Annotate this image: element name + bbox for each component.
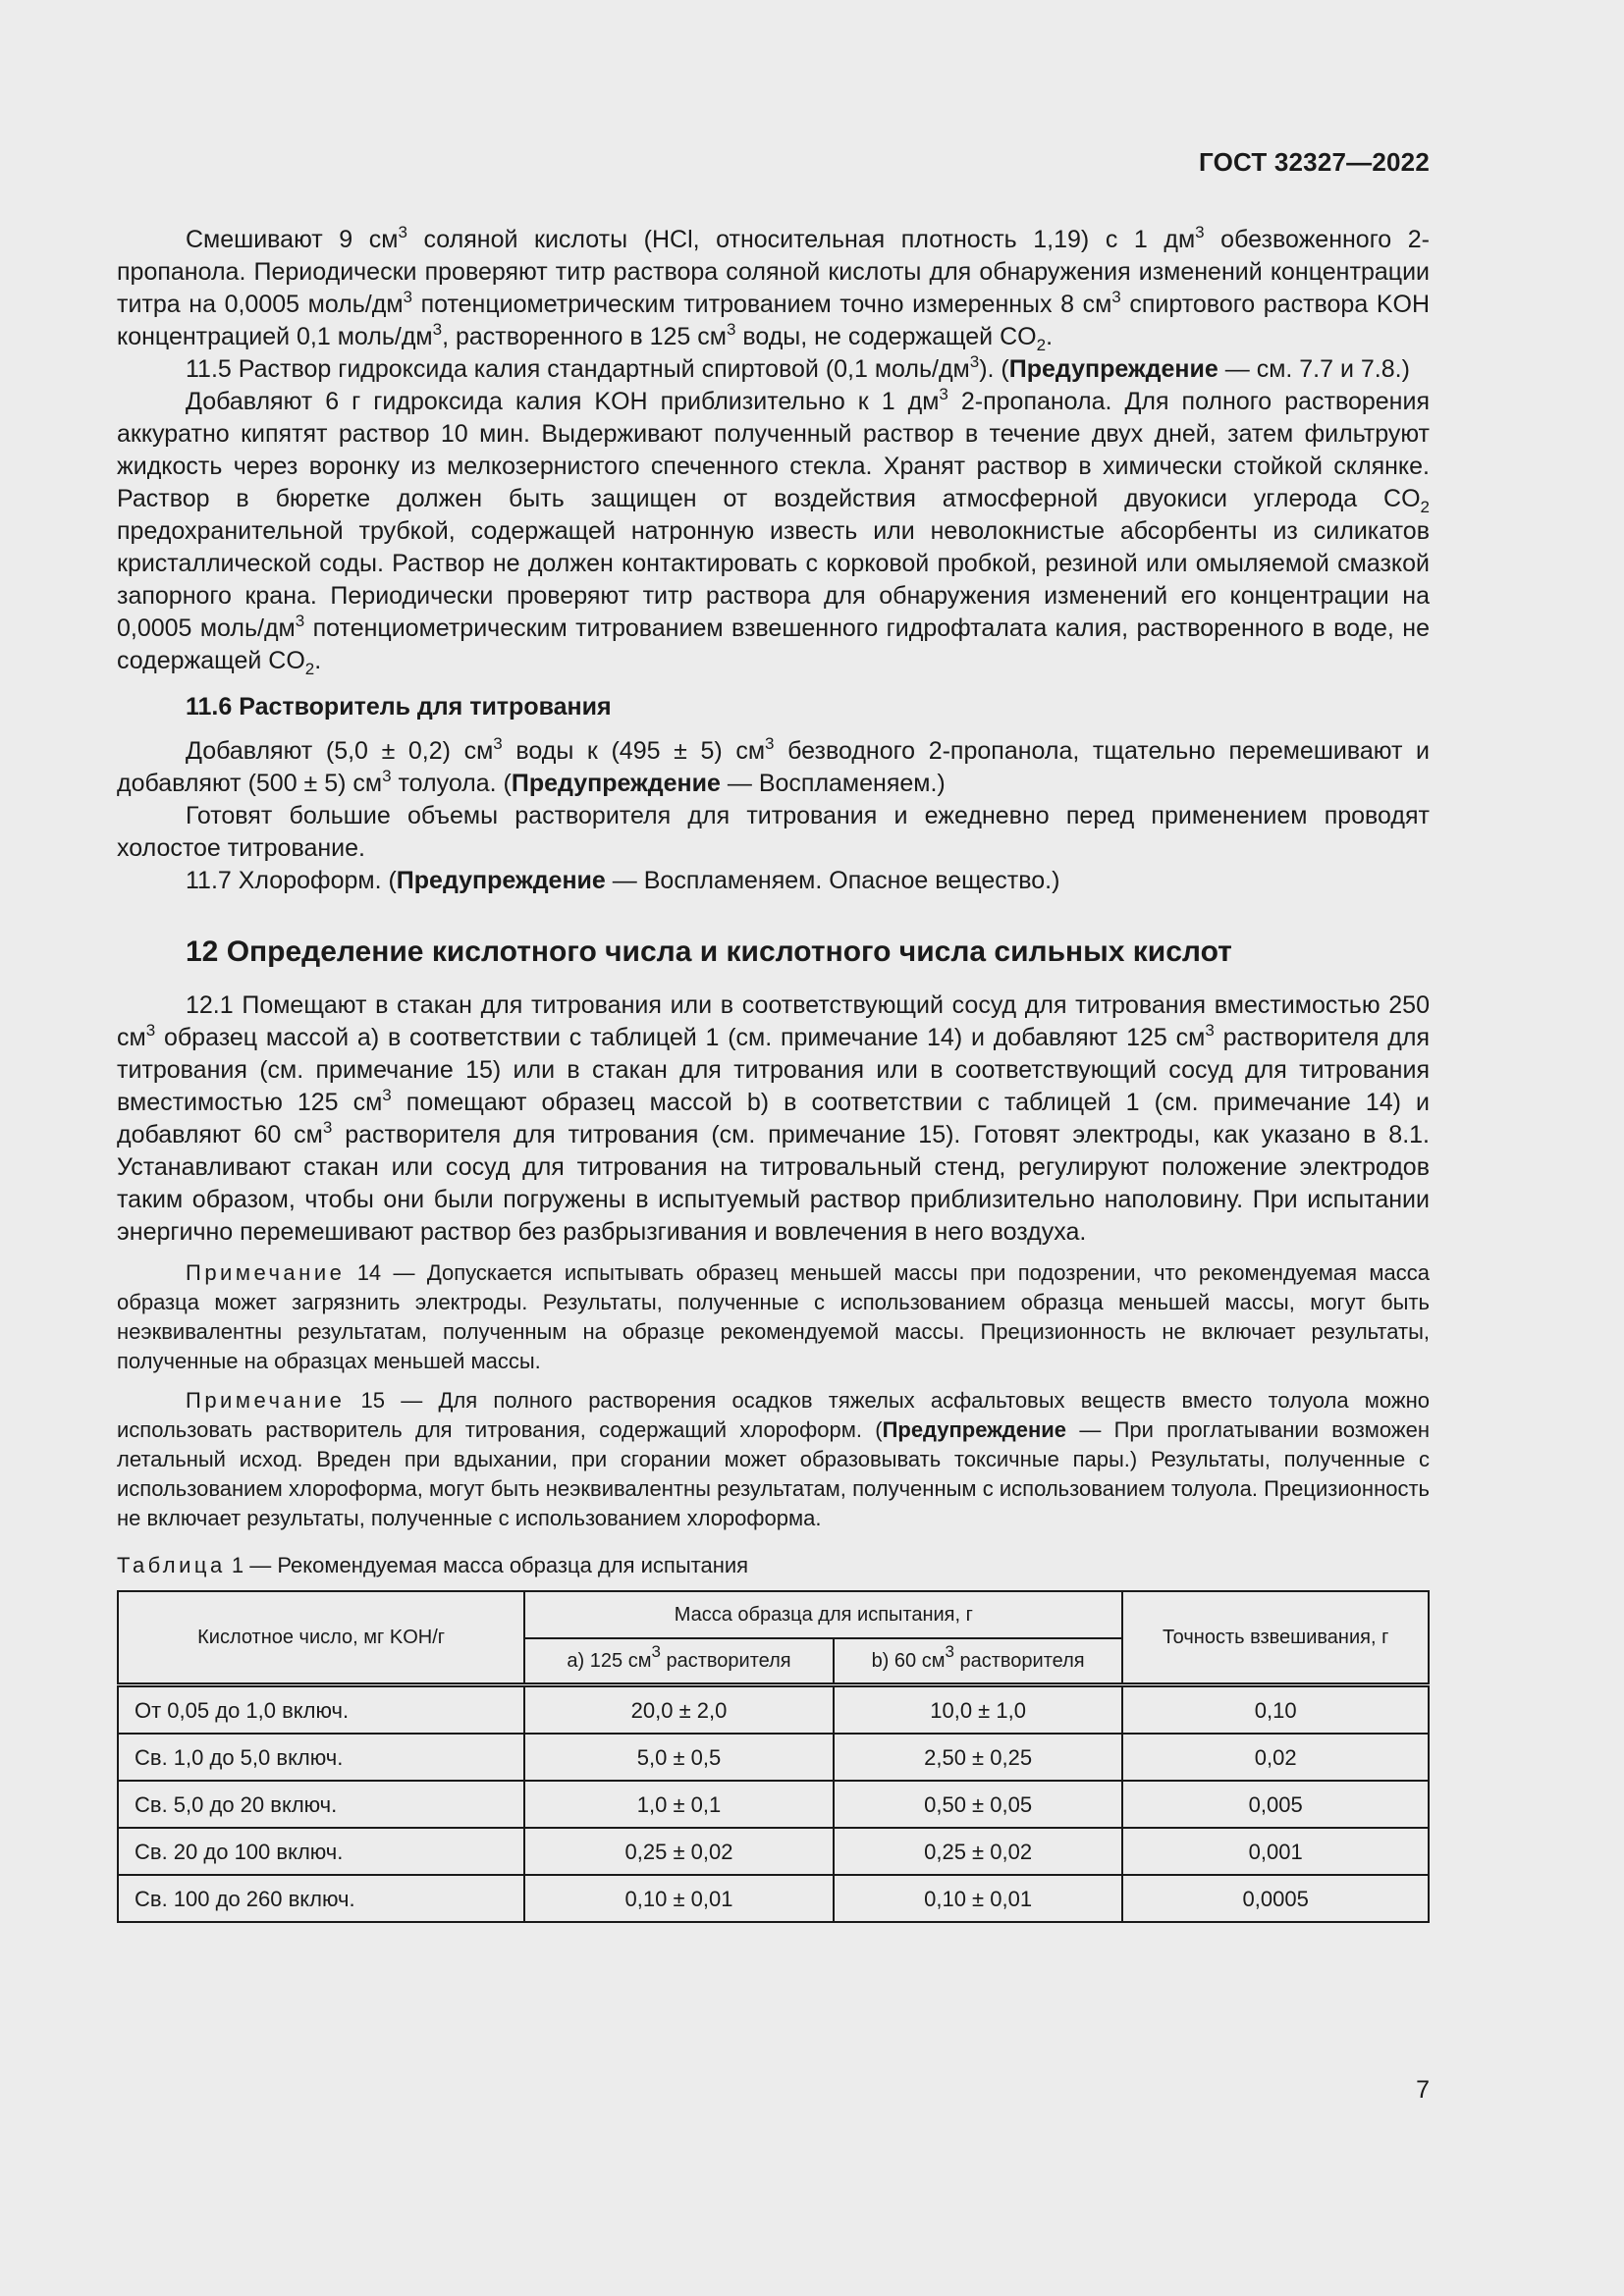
document-code-header: ГОСТ 32327—2022	[1199, 147, 1430, 177]
paragraph-koh-preparation: Добавляют 6 г гидроксида калия KOH приблизительно к 1 $дм^3$ 2-пропанола. Для полного растворения аккуратно кипятят раствор 10 мин. Выдерживают полученный раствор в течение двух дней, затем фильтруют жидкость через воронку из мелкозернистого спеченного стекла. Хранят раствор в химически стойкой склянке. Раствор в бюретке должен быть защищен от воздействия атмосферной двуокиси углерода $CO_2$ предохранительной трубкой, содержащей натронную известь или неволокнистые абсорбенты из силикатов кристаллической соды. Раствор не должен контактировать с корковой пробкой, резиной или омыляемой смазкой запорного крана. Периодически проверяют титр раствора для обнаружения изменений его концентрации на 0,0005 моль/$дм^3$ потенциометрическим титрованием взвешенного гидрофталата калия, растворенного в воде, не содержащей $CO_2$.	[117, 385, 1430, 678]
table-row: От 0,05 до 1,0 включ. 20,0 ± 2,0 10,0 ± 1,0 0,10	[118, 1685, 1429, 1735]
header-acid-number: Кислотное число, мг KOH/г	[118, 1591, 524, 1685]
table-header-row	[118, 1591, 1429, 1638]
paragraph-11-5: 11.5 Раствор гидроксида калия стандартный спиртовой (0,1 моль/$дм^3$). (Предупреждение — см. 7.7 и 7.8.)	[186, 352, 1410, 383]
table-row: Св. 5,0 до 20 включ. 1,0 ± 0,1 0,50 ± 0,05 0,005	[118, 1781, 1429, 1828]
note-label: Примечание	[186, 1260, 346, 1285]
warning-label: Предупреждение	[1008, 355, 1218, 383]
section-title-12: 12 Определение кислотного числа и кислотного числа сильных кислот	[186, 935, 1232, 968]
paragraph-solvent-mix: Добавляют (5,0 ± 0,2) $см^3$ воды к (495 ± 5) $см^3$ безводного 2-пропанола, тщательно перемешивают и добавляют (500 ± 5) $см^3$ толуола. (Предупреждение — Воспламеняем.)	[117, 734, 1430, 797]
note-label: Примечание	[186, 1388, 346, 1413]
note-15: Примечание 15 — Для полного растворения осадков тяжелых асфальтовых веществ вместо толуола можно использовать растворитель для титрования, содержащий хлороформ. (Предупреждение — При проглатывании возможен летальный исход. Вреден при вдыхании, при сгорании может образовывать токсичные пары.) Результаты, полученные с использованием хлороформа, могут быть неэквивалентны результатам, полученным с использованием толуола. Прецизионность не включает результаты, полученные с использованием хлороформа.	[117, 1388, 1430, 1530]
warning-label: Предупреждение	[882, 1417, 1067, 1442]
paragraph-blank-titration: Готовят большие объемы растворителя для титрования и ежедневно перед применением проводят холостое титрование.	[117, 802, 1430, 862]
header-125-solvent: a) 125 $см^3$ растворителя	[524, 1638, 834, 1685]
paragraph-11-7: 11.7 Хлороформ. (Предупреждение — Воспламеняем. Опасное вещество.)	[186, 867, 1060, 894]
table-caption: Таблица 1 — Рекомендуемая масса образца для испытания	[117, 1553, 749, 1577]
page-number: 7	[1416, 2076, 1430, 2104]
paragraph-12-1: 12.1 Помещают в стакан для титрования или в соответствующий сосуд для титрования вместимостью 250 $см^3$ образец массой a) в соответствии с таблицей 1 (см. примечание 14) и добавляют 125 $см^3$ растворителя для титрования (см. примечание 15) или в стакан для титрования или в соответствующий сосуд для титрования вместимостью 125 $см^3$ помещают образец массой b) в соответствии с таблицей 1 (см. примечание 14) и добавляют 60 $см^3$ растворителя для титрования (см. примечание 15). Готовят электроды, как указано в 8.1. Устанавливают стакан или сосуд для титрования на титровальный стенд, регулируют положение электродов таким образом, чтобы они были погружены в испытуемый раствор приблизительно наполовину. При испытании энергично перемешивают раствор без разбрызгивания и вовлечения в него воздуха.	[117, 991, 1431, 1246]
header-sample-mass: Масса образца для испытания, г	[524, 1591, 1122, 1638]
section-title-11-6: 11.6 Растворитель для титрования	[186, 693, 612, 721]
warning-label: Предупреждение	[511, 770, 721, 797]
table-row: Св. 100 до 260 включ. 0,10 ± 0,01 0,10 ± 0,01 0,0005	[118, 1875, 1429, 1922]
paragraph-hcl-solution: Смешивают 9 $см^3$ соляной кислоты (HCl, относительная плотность 1,19) с 1 $дм^3$ обезвоженного 2-пропанола. Периодически проверяют титр раствора соляной кислоты для обнаружения изменений концентрации титра на 0,0005 моль/$дм^3$ потенциометрическим титрованием точно измеренных 8 $см^3$ спиртового раствора KOH концентрацией 0,1 моль/$дм^3$, растворенного в 125 $см^3$ воды, не содержащей $CO_2$.	[117, 223, 1430, 354]
page-content	[117, 224, 1430, 1923]
sample-mass-table	[117, 1590, 1430, 1923]
warning-label: Предупреждение	[396, 867, 606, 894]
header-weighing-precision: Точность взвешивания, г	[1122, 1591, 1429, 1685]
table-row: Св. 20 до 100 включ. 0,25 ± 0,02 0,25 ± 0,02 0,001	[118, 1828, 1429, 1875]
table-row: Св. 1,0 до 5,0 включ. 5,0 ± 0,5 2,50 ± 0,25 0,02	[118, 1734, 1429, 1781]
header-60-solvent: b) 60 $см^3$ растворителя	[834, 1638, 1123, 1685]
note-14: Примечание 14 — Допускается испытывать образец меньшей массы при подозрении, что рекомендуемая масса образца может загрязнить электроды. Результаты, полученные с использованием образца меньшей массы, могут быть неэквивалентны результатам, полученным на образце рекомендуемой массы. Прецизионность не включает результаты, полученные на образцах меньшей массы.	[117, 1260, 1430, 1373]
